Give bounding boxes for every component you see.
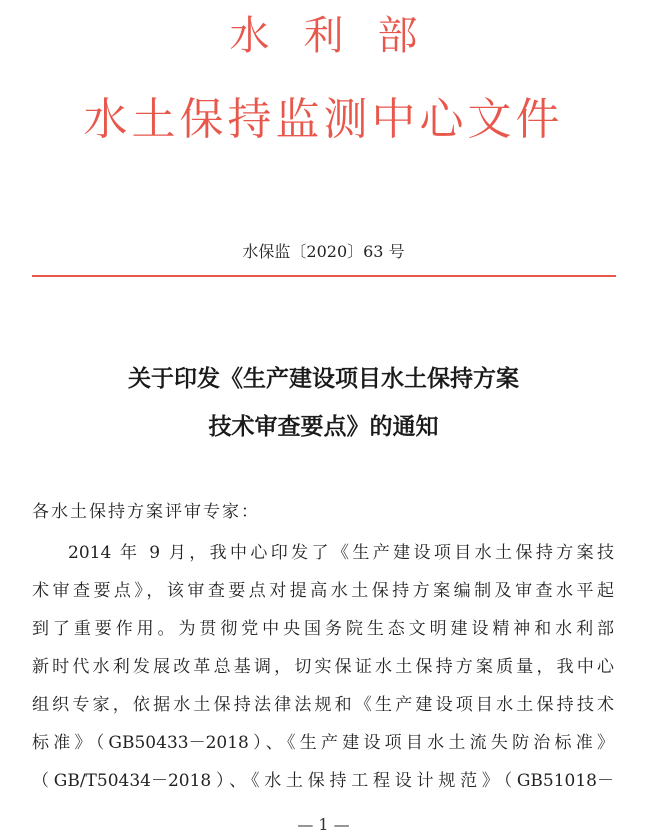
body-text-line: 2014 年 9 月，我中心印发了《生产建设项目水土保持方案技 (68, 543, 614, 563)
body-text-line: （GB/T50434－2018）、《水土保持工程设计规范》（GB51018－ (32, 771, 614, 791)
body-text-line: 到了重要作用。为贯彻党中央国务院生态文明建设精神和水利部 (32, 619, 614, 639)
salutation: 各水土保持方案评审专家： (32, 502, 260, 522)
page-number: — 1 — (297, 815, 350, 834)
document-title-line-1: 关于印发《生产建设项目水土保持方案 (128, 365, 519, 392)
issuing-department-heading: 水土保持监测中心文件 (83, 94, 564, 145)
body-text-line: 标准》（GB50433－2018）、《生产建设项目水土流失防治标准》 (32, 733, 614, 753)
body-text-line: 术审查要点》，该审查要点对提高水土保持方案编制及审查水平起 (32, 581, 614, 601)
document-number: 水保监〔2020〕63 号 (242, 242, 405, 261)
issuing-ministry-heading: 水利部 (229, 13, 452, 59)
red-divider-line (32, 275, 616, 277)
document-title-line-2: 技术审查要点》的通知 (208, 413, 439, 440)
body-text-line: 组织专家，依据水土保持法律法规和《生产建设项目水土保持技术 (32, 695, 614, 715)
body-text-line: 新时代水利发展改革总基调，切实保证水土保持方案质量，我中心 (32, 657, 614, 677)
